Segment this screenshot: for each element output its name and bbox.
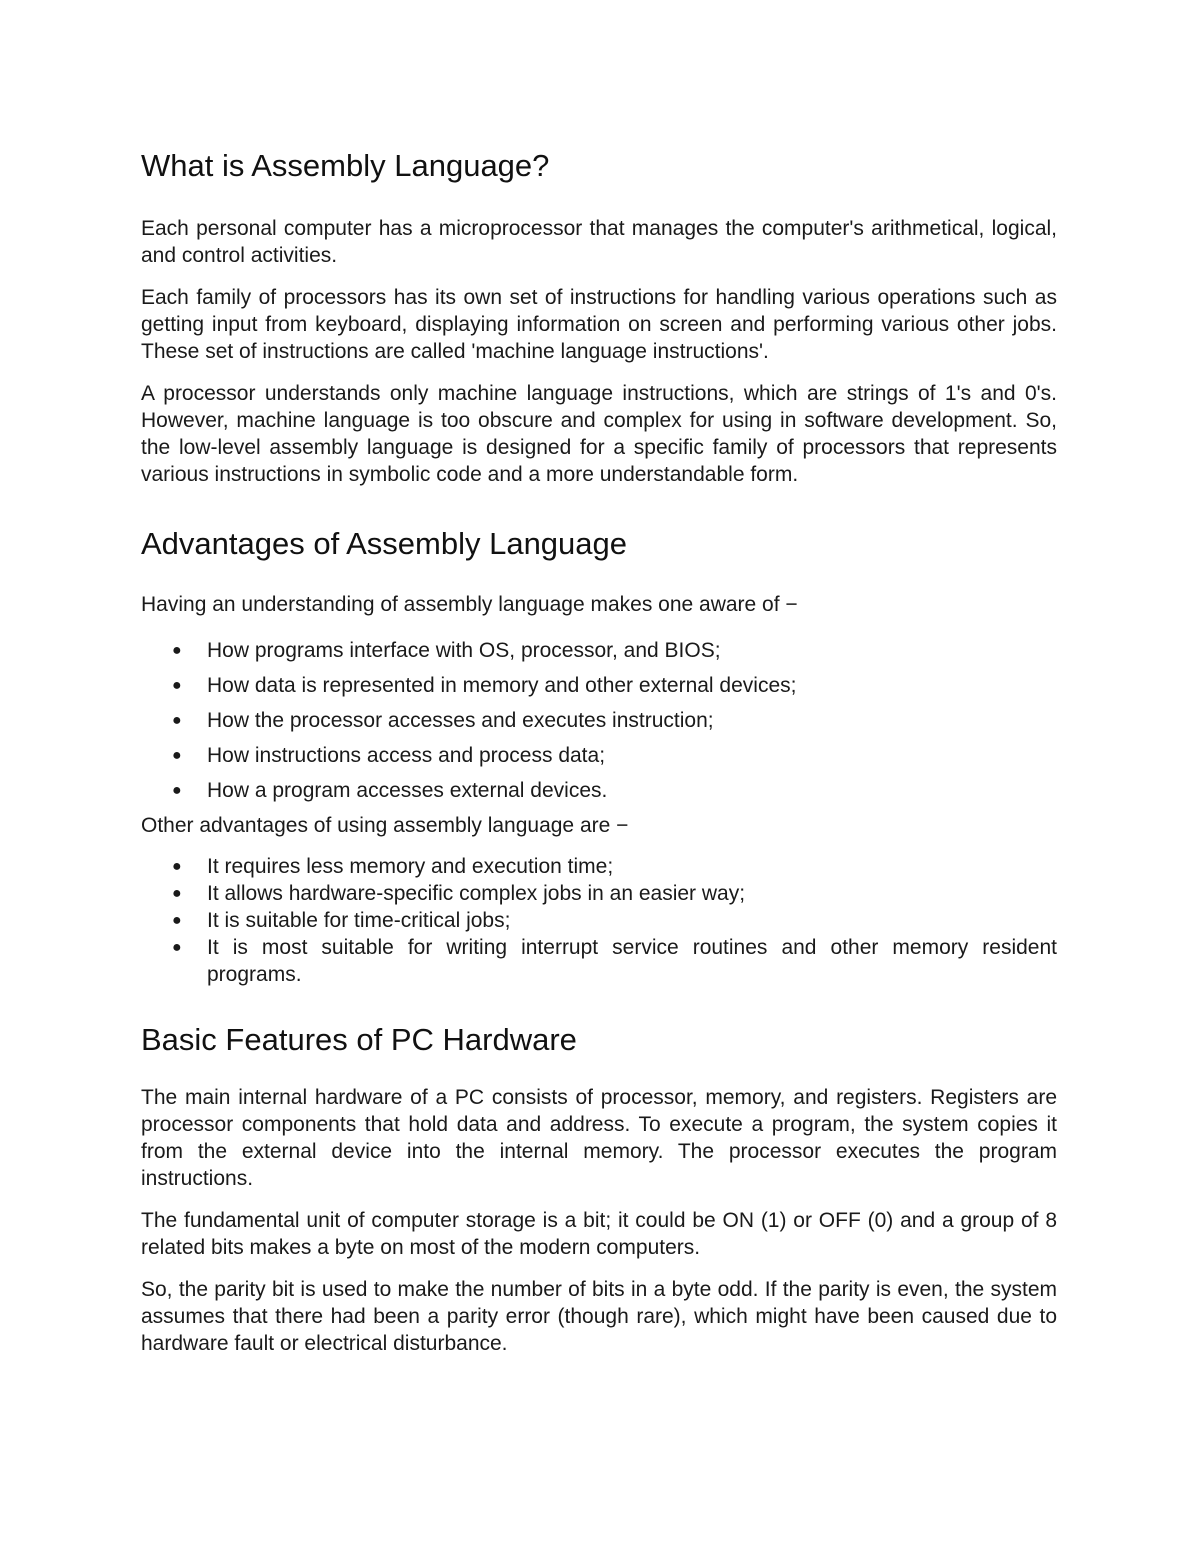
list-item xyxy=(141,853,1057,880)
list-item-text: How programs interface with OS, processor, and BIOS; xyxy=(207,639,721,662)
paragraph: The fundamental unit of computer storage is a bit; it could be ON (1) or OFF (0) and a group of 8 related bits makes a byte on most of the modern computers. xyxy=(141,1209,1057,1259)
list-item-text: It is suitable for time-critical jobs; xyxy=(207,909,511,932)
list-intro: Other advantages of using assembly language are − xyxy=(141,814,629,837)
other-advantages-list xyxy=(141,853,1057,988)
list-item-text: How the processor accesses and executes instruction; xyxy=(207,709,714,732)
list-item xyxy=(141,637,1057,664)
bullet-icon: ● xyxy=(172,782,182,799)
bullet-icon: ● xyxy=(172,885,182,902)
bullet-icon: ● xyxy=(172,677,182,694)
list-item-text: How a program accesses external devices. xyxy=(207,779,608,802)
paragraph: Each family of processors has its own set of instructions for handling various operations such as getting input from keyboard, displaying information on screen and performing various other jobs. These set of instructions are called 'machine language instructions'. xyxy=(141,286,1057,363)
bullet-icon: ● xyxy=(172,747,182,764)
list-item-text: It allows hardware-specific complex jobs in an easier way; xyxy=(207,882,746,905)
advantages-list xyxy=(141,637,1057,804)
paragraph: A processor understands only machine language instructions, which are strings of 1's and 0's. However, machine language is too obscure and complex for using in software development. So, the low-level assembly language is designed for a specific family of processors that represents various instructions in symbolic code and a more understandable form. xyxy=(141,382,1057,486)
list-item xyxy=(141,777,1057,804)
list-intro: Having an understanding of assembly language makes one aware of − xyxy=(141,593,798,616)
paragraph: So, the parity bit is used to make the number of bits in a byte odd. If the parity is even, the system assumes that there had been a parity error (though rare), which might have been caused due to hardware fault or electrical disturbance. xyxy=(141,1278,1057,1355)
list-item-text: It is most suitable for writing interrupt service routines and other memory resident programs. xyxy=(207,936,1057,986)
document-page xyxy=(141,138,1057,1357)
heading-what-is-assembly-language: What is Assembly Language? xyxy=(141,148,550,183)
heading-basic-features-of-pc-hardware: Basic Features of PC Hardware xyxy=(141,1022,577,1057)
bullet-icon: ● xyxy=(172,712,182,729)
list-item xyxy=(141,707,1057,734)
list-item xyxy=(141,880,1057,907)
bullet-icon: ● xyxy=(172,858,182,875)
heading-advantages-of-assembly-language: Advantages of Assembly Language xyxy=(141,526,628,561)
bullet-icon: ● xyxy=(172,642,182,659)
paragraph: The main internal hardware of a PC consists of processor, memory, and registers. Registers are processor components that hold data and address. To execute a program, the system copies it from the external device into the internal memory. The processor executes the program instructions. xyxy=(141,1086,1057,1190)
list-item-text: How instructions access and process data; xyxy=(207,744,606,767)
list-item xyxy=(141,672,1057,699)
bullet-icon: ● xyxy=(172,912,182,929)
list-item xyxy=(141,742,1057,769)
bullet-icon: ● xyxy=(172,939,182,956)
list-item-text: How data is represented in memory and other external devices; xyxy=(207,674,797,697)
list-item xyxy=(141,934,1057,988)
list-item xyxy=(141,907,1057,934)
paragraph: Each personal computer has a microprocessor that manages the computer's arithmetical, logical, and control activities. xyxy=(141,217,1057,267)
list-item-text: It requires less memory and execution time; xyxy=(207,855,614,878)
